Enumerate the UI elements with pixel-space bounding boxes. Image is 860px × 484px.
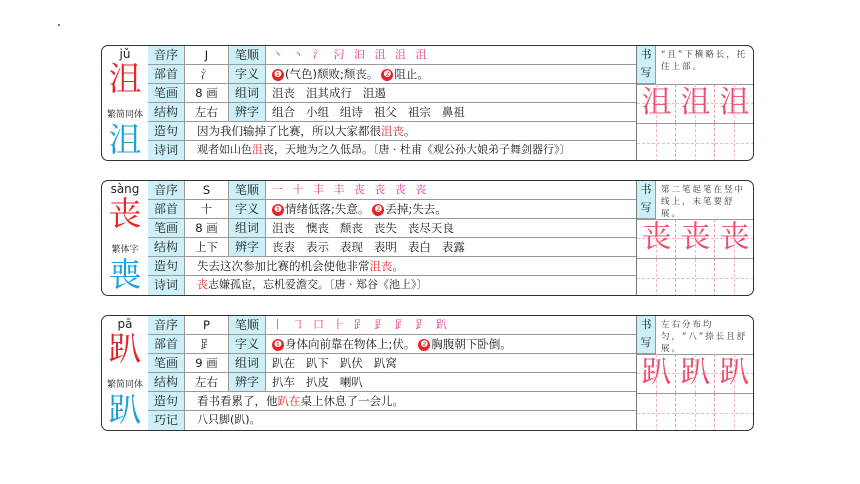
distinguish: 组合 小组 组诗 祖父 祖宗 鼻祖 [272, 105, 465, 119]
pinyin: pā [117, 317, 133, 331]
character-card [101, 45, 754, 161]
sentence-highlight: 趴在 [277, 394, 301, 408]
practice-char: 趴 [719, 355, 750, 390]
practice-box [676, 219, 715, 258]
pinyin: jǔ [119, 47, 131, 61]
poem-text: 观者如山色 [197, 143, 252, 156]
practice-box [715, 84, 754, 123]
row-sentence [148, 257, 636, 276]
label-meaning: 字义 [229, 335, 266, 353]
sentence-end: 桌上休息了一会儿。 [300, 394, 404, 408]
practice-char: 沮 [719, 85, 750, 120]
main-character: 丧 [108, 194, 142, 233]
practice-char: 趴 [680, 355, 711, 390]
sentence-end: 。 [392, 259, 404, 273]
row-strokes [148, 84, 636, 103]
row-structure [148, 373, 636, 392]
character-column [102, 181, 149, 295]
poem [185, 276, 636, 295]
empty-practice-box[interactable] [715, 393, 754, 431]
character-column [102, 316, 149, 430]
sentence-text: 失去这次参加比赛的机会使他非常 [197, 259, 370, 273]
writing-note: 第二笔起笔在竖中线上，末笔要舒展。 [661, 185, 746, 219]
row-strokes [148, 354, 636, 373]
sentence [185, 122, 636, 140]
label-words: 组词 [229, 84, 266, 102]
words: 趴在 趴下 趴伏 趴窝 [272, 356, 397, 370]
row-radical [148, 65, 636, 84]
radical-value: 十 [185, 200, 229, 218]
row-last [148, 141, 636, 160]
row-radical [148, 200, 636, 219]
label-strokes: 笔画 [148, 84, 185, 102]
empty-practice-box[interactable] [715, 258, 754, 296]
label-distinguish: 辨字 [229, 373, 266, 391]
structure-value: 上下 [185, 238, 229, 256]
label-structure: 结构 [148, 373, 185, 391]
writing-panel [636, 181, 754, 295]
practice-box [715, 219, 754, 258]
practice-char: 丧 [641, 220, 672, 255]
row-order [148, 316, 636, 335]
words: 沮丧 沮其成行 沮遏 [272, 86, 386, 100]
poem [185, 141, 636, 160]
label-stroke-order: 笔顺 [229, 181, 266, 199]
practice-char: 沮 [680, 85, 711, 120]
label-sentence: 造句 [148, 122, 185, 140]
practice-box [637, 219, 676, 258]
meaning-text-1: 身体向前靠在物体上;伏。 [285, 337, 416, 351]
practice-char: 沮 [641, 85, 672, 120]
writing-panel [636, 316, 754, 430]
row-structure [148, 103, 636, 122]
structure-value: 左右 [185, 373, 229, 391]
sentence-text: 看书看累了，他 [197, 394, 278, 408]
strokes-value: 9 画 [185, 354, 229, 372]
label-strokes: 笔画 [148, 219, 185, 237]
label-radical: 部首 [148, 335, 185, 353]
order-value: P [185, 316, 229, 334]
row-order [148, 181, 636, 200]
distinguish: 扒车 扒皮 喇叭 [272, 375, 363, 389]
sentence [185, 392, 636, 410]
practice-box [715, 354, 754, 393]
practice-char: 趴 [641, 355, 672, 390]
character-card [101, 315, 754, 431]
practice-char: 丧 [719, 220, 750, 255]
variant-label: 繁简同体 [106, 110, 143, 120]
character-column [102, 46, 149, 160]
empty-practice-box[interactable] [637, 123, 676, 161]
variant-character: 趴 [108, 390, 142, 429]
writing-label [637, 316, 656, 354]
label-structure: 结构 [148, 103, 185, 121]
writing-note: “且”下横略长，托住上部。 [661, 50, 748, 72]
sentence-text: 因为我们输掉了比赛，所以大家都很 [197, 124, 381, 138]
label-words: 组词 [229, 354, 266, 372]
meaning-number-2: ❷ [383, 70, 392, 80]
row-sentence [148, 392, 636, 411]
practice-box [637, 84, 676, 123]
row-radical [148, 335, 636, 354]
meaning-text-1: (气色)颓败;颓丧。 [285, 67, 379, 81]
sentence-highlight: 沮丧 [381, 124, 404, 138]
writing-label-1: 书 [640, 318, 652, 331]
row-last [148, 276, 636, 295]
strokes-value: 8 画 [185, 219, 229, 237]
practice-box [637, 354, 676, 393]
meaning-number-1: ❶ [273, 340, 283, 350]
practice-char: 丧 [680, 220, 711, 255]
row-order [148, 46, 636, 65]
meaning [266, 65, 636, 83]
structure-value: 左右 [185, 103, 229, 121]
order-value: J [185, 46, 229, 64]
strokes-value: 8 画 [185, 84, 229, 102]
label-sentence: 造句 [148, 257, 185, 275]
label-distinguish: 辨字 [229, 238, 266, 256]
variant-character: 沮 [108, 120, 142, 159]
pinyin: sàng [110, 182, 140, 196]
label-poem: 诗词 [148, 141, 185, 160]
main-character: 趴 [108, 329, 142, 368]
info-grid [148, 316, 636, 430]
empty-practice-box[interactable] [637, 258, 676, 296]
poem-end: 志嫌孤宦，忘机爱澹交。〔唐 · 郑谷《池上》〕 [208, 278, 428, 291]
writing-label-1: 书 [640, 183, 652, 196]
stroke-sequence: 一 十 丰 丰 丧 丧 丧 丧 [272, 183, 430, 196]
stray-dot [58, 24, 60, 26]
meaning-number-2: ❷ [420, 340, 429, 350]
order-value: S [185, 181, 229, 199]
stroke-sequence: 丶 丶 氵 汈 汩 沮 沮 沮 [272, 48, 430, 61]
meaning-number-2: ❷ [374, 205, 383, 215]
variant-label: 繁体字 [111, 245, 139, 255]
stroke-sequence: 丨 ㇆ 口 ⺊ 𧾷 𧾷 𧾷 𧾷 趴 [272, 318, 450, 331]
poem-end: 丧，天地为之久低昂。〔唐 · 杜甫《观公孙大娘弟子舞剑器行》〕 [263, 143, 571, 156]
meaning-number-1: ❶ [273, 70, 283, 80]
writing-note: 左右分布均匀，“八”捺长且舒展。 [661, 320, 748, 354]
label-meaning: 字义 [229, 200, 266, 218]
row-sentence [148, 122, 636, 141]
main-character: 沮 [108, 59, 142, 98]
label-strokes: 笔画 [148, 354, 185, 372]
variant-label: 繁简同体 [106, 380, 143, 390]
label-stroke-order: 笔顺 [229, 46, 266, 64]
meaning-text-2: 阻止。 [394, 67, 429, 81]
writing-label-2: 写 [640, 336, 652, 349]
writing-panel [636, 46, 754, 160]
info-grid [148, 181, 636, 295]
writing-label [637, 46, 656, 84]
words: 沮丧 懊丧 颓丧 丧失 丧尽天良 [272, 221, 454, 235]
label-structure: 结构 [148, 238, 185, 256]
label-sentence: 造句 [148, 392, 185, 410]
row-last [148, 411, 636, 430]
label-order: 音序 [148, 46, 185, 64]
meaning-text-1: 情绪低落;失意。 [285, 202, 370, 216]
label-meaning: 字义 [229, 65, 266, 83]
radical-value: 𧾷 [185, 335, 229, 353]
label-poem: 巧记 [148, 411, 185, 430]
empty-practice-box[interactable] [637, 393, 676, 431]
empty-practice-box[interactable] [676, 393, 715, 431]
meaning-text-2: 丢掉;失去。 [385, 202, 447, 216]
sentence-end: 。 [404, 124, 416, 138]
label-words: 组词 [229, 219, 266, 237]
label-order: 音序 [148, 316, 185, 334]
variant-character: 喪 [108, 255, 142, 294]
empty-practice-box[interactable] [676, 123, 715, 161]
label-radical: 部首 [148, 65, 185, 83]
distinguish: 丧表 表示 表现 表明 表白 表露 [272, 240, 465, 254]
poem-text: 八只脚(趴)。 [197, 413, 261, 426]
meaning-text-2: 胸腹朝下卧倒。 [431, 337, 512, 351]
writing-label [637, 181, 656, 219]
meaning [266, 335, 636, 353]
writing-label-1: 书 [640, 48, 652, 61]
empty-practice-box[interactable] [715, 123, 754, 161]
character-card [101, 180, 754, 296]
label-poem: 诗词 [148, 276, 185, 295]
poem-highlight: 丧 [197, 278, 208, 291]
radical-value: 氵 [185, 65, 229, 83]
label-radical: 部首 [148, 200, 185, 218]
practice-box [676, 84, 715, 123]
sentence-highlight: 沮丧 [369, 259, 393, 273]
writing-label-2: 写 [640, 201, 652, 214]
label-stroke-order: 笔顺 [229, 316, 266, 334]
poem-highlight: 沮 [252, 143, 263, 156]
meaning [266, 200, 636, 218]
row-strokes [148, 219, 636, 238]
meaning-number-1: ❶ [273, 205, 283, 215]
writing-label-2: 写 [640, 66, 652, 79]
label-order: 音序 [148, 181, 185, 199]
row-structure [148, 238, 636, 257]
practice-box [676, 354, 715, 393]
poem [185, 411, 636, 430]
empty-practice-box[interactable] [676, 258, 715, 296]
label-distinguish: 辨字 [229, 103, 266, 121]
sentence [185, 257, 636, 275]
info-grid [148, 46, 636, 160]
